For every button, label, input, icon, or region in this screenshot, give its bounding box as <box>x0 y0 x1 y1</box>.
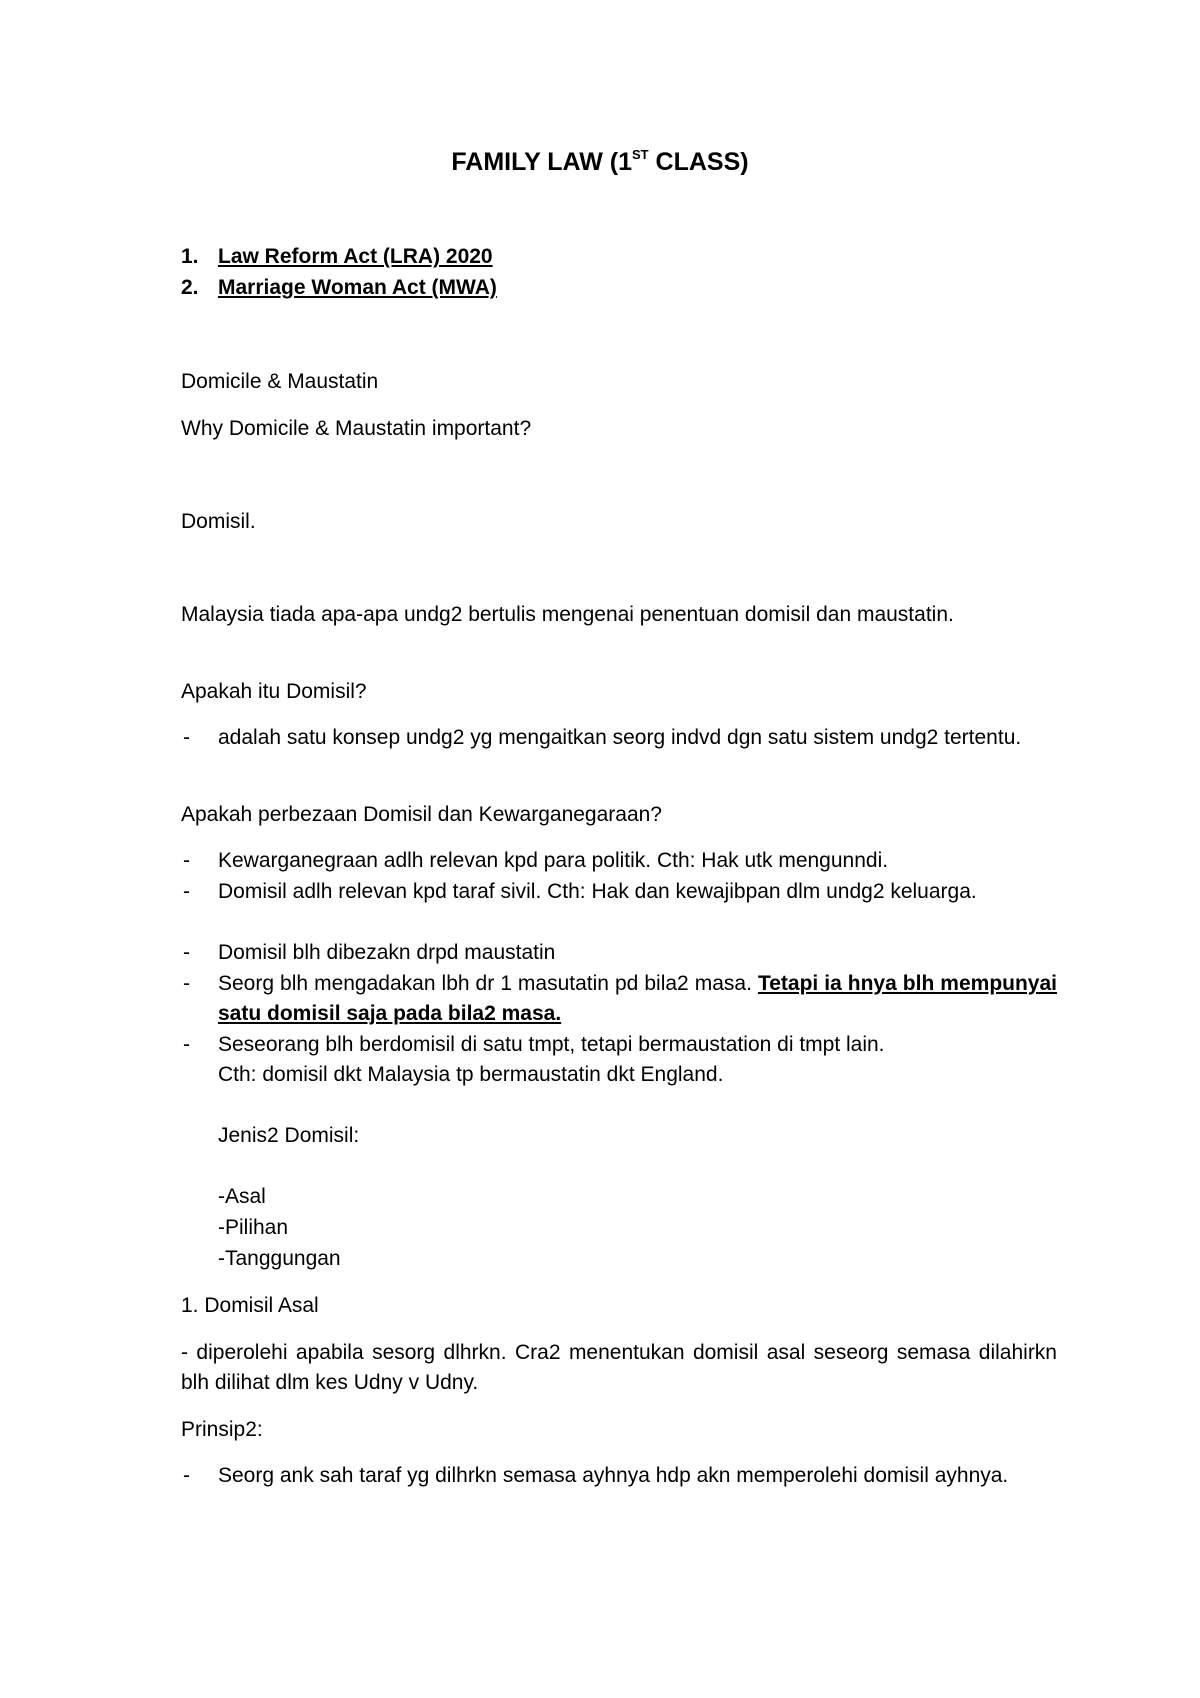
paragraph-diperolehi: - diperolehi apabila sesorg dlhrkn. Cra2 menentukan domisil asal seseorg semasa dilahirkn blh dilihat dlm kes Udny v Udny. <box>181 1341 1057 1394</box>
bullet-item <box>181 723 1057 753</box>
bullet-plain-text: Seorg blh mengadakan lbh dr 1 masutatin pd bila2 masa. <box>218 972 758 995</box>
paragraph-malaysia: Malaysia tiada apa-apa undg2 bertulis mengenai penentuan domisil dan maustatin. <box>181 603 954 626</box>
section-domisil-asal: 1. Domisil Asal <box>181 1294 319 1317</box>
bullet-emphasis-text: Tetapi ia hnya blh mempunyai satu domisil saja pada bila2 masa. <box>218 972 1058 1025</box>
bullet-dash: - <box>183 1033 190 1056</box>
bullet-item <box>181 877 1057 907</box>
bullet-item-emphasis <box>181 969 1057 1029</box>
bullet-text: Kewarganegraan adlh relevan kpd para politik. Cth: Hak utk mengunndi. <box>218 849 889 872</box>
question-apakah-domisil: Apakah itu Domisil? <box>181 680 367 703</box>
bullet-text: Seorg ank sah taraf yg dilhrkn semasa ayhnya hdp akn memperolehi domisil ayhnya. <box>218 1464 1009 1487</box>
title-tail: CLASS) <box>648 148 749 176</box>
bullet-item <box>181 938 1057 968</box>
bullet-item <box>181 846 1057 876</box>
jenis-item: -Tanggungan <box>218 1247 341 1270</box>
bullet-text <box>218 969 1057 1029</box>
item-text: Marriage Woman Act (MWA) <box>218 276 497 299</box>
heading-prinsip: Prinsip2: <box>181 1418 263 1441</box>
bullet-dash: - <box>183 849 190 872</box>
item-number: 1. <box>181 245 199 268</box>
heading-domicile: Domicile & Maustatin <box>181 370 379 393</box>
bullet-text: adalah satu konsep undg2 yg mengaitkan seorg indvd dgn satu sistem undg2 tertentu. <box>218 726 1022 749</box>
heading-domisil: Domisil. <box>181 510 256 533</box>
bullet-dash: - <box>183 972 190 995</box>
title-superscript: ST <box>631 147 649 162</box>
document-title <box>0 146 1200 178</box>
bullet-dash: - <box>183 880 190 903</box>
jenis-item: -Pilihan <box>218 1216 289 1239</box>
question-perbezaan: Apakah perbezaan Domisil dan Kewarganegaraan? <box>181 803 662 826</box>
jenis-item: -Asal <box>218 1185 266 1208</box>
numbered-item-2 <box>181 273 497 303</box>
bullet-text: Domisil adlh relevan kpd taraf sivil. Cth: Hak dan kewajibpan dlm undg2 keluarga. <box>218 880 977 903</box>
bullet-dash: - <box>183 726 190 749</box>
bullet-item <box>181 1030 1057 1090</box>
numbered-item-1 <box>181 242 493 272</box>
item-number: 2. <box>181 276 199 299</box>
title-text: FAMILY LAW (1 <box>451 148 632 176</box>
item-text: Law Reform Act (LRA) 2020 <box>218 245 493 268</box>
bullet-item <box>181 1461 1057 1491</box>
bullet-line-2: Cth: domisil dkt Malaysia tp bermaustatin dkt England. <box>218 1063 724 1086</box>
bullet-line-1: Seseorang blh berdomisil di satu tmpt, tetapi bermaustation di tmpt lain. <box>218 1033 885 1056</box>
bullet-text <box>218 1030 1057 1090</box>
bullet-text: Domisil blh dibezakn drpd maustatin <box>218 941 556 964</box>
bullet-dash: - <box>183 941 190 964</box>
bullet-dash: - <box>183 1464 190 1487</box>
jenis-heading: Jenis2 Domisil: <box>218 1124 360 1147</box>
question-why: Why Domicile & Maustatin important? <box>181 417 532 440</box>
